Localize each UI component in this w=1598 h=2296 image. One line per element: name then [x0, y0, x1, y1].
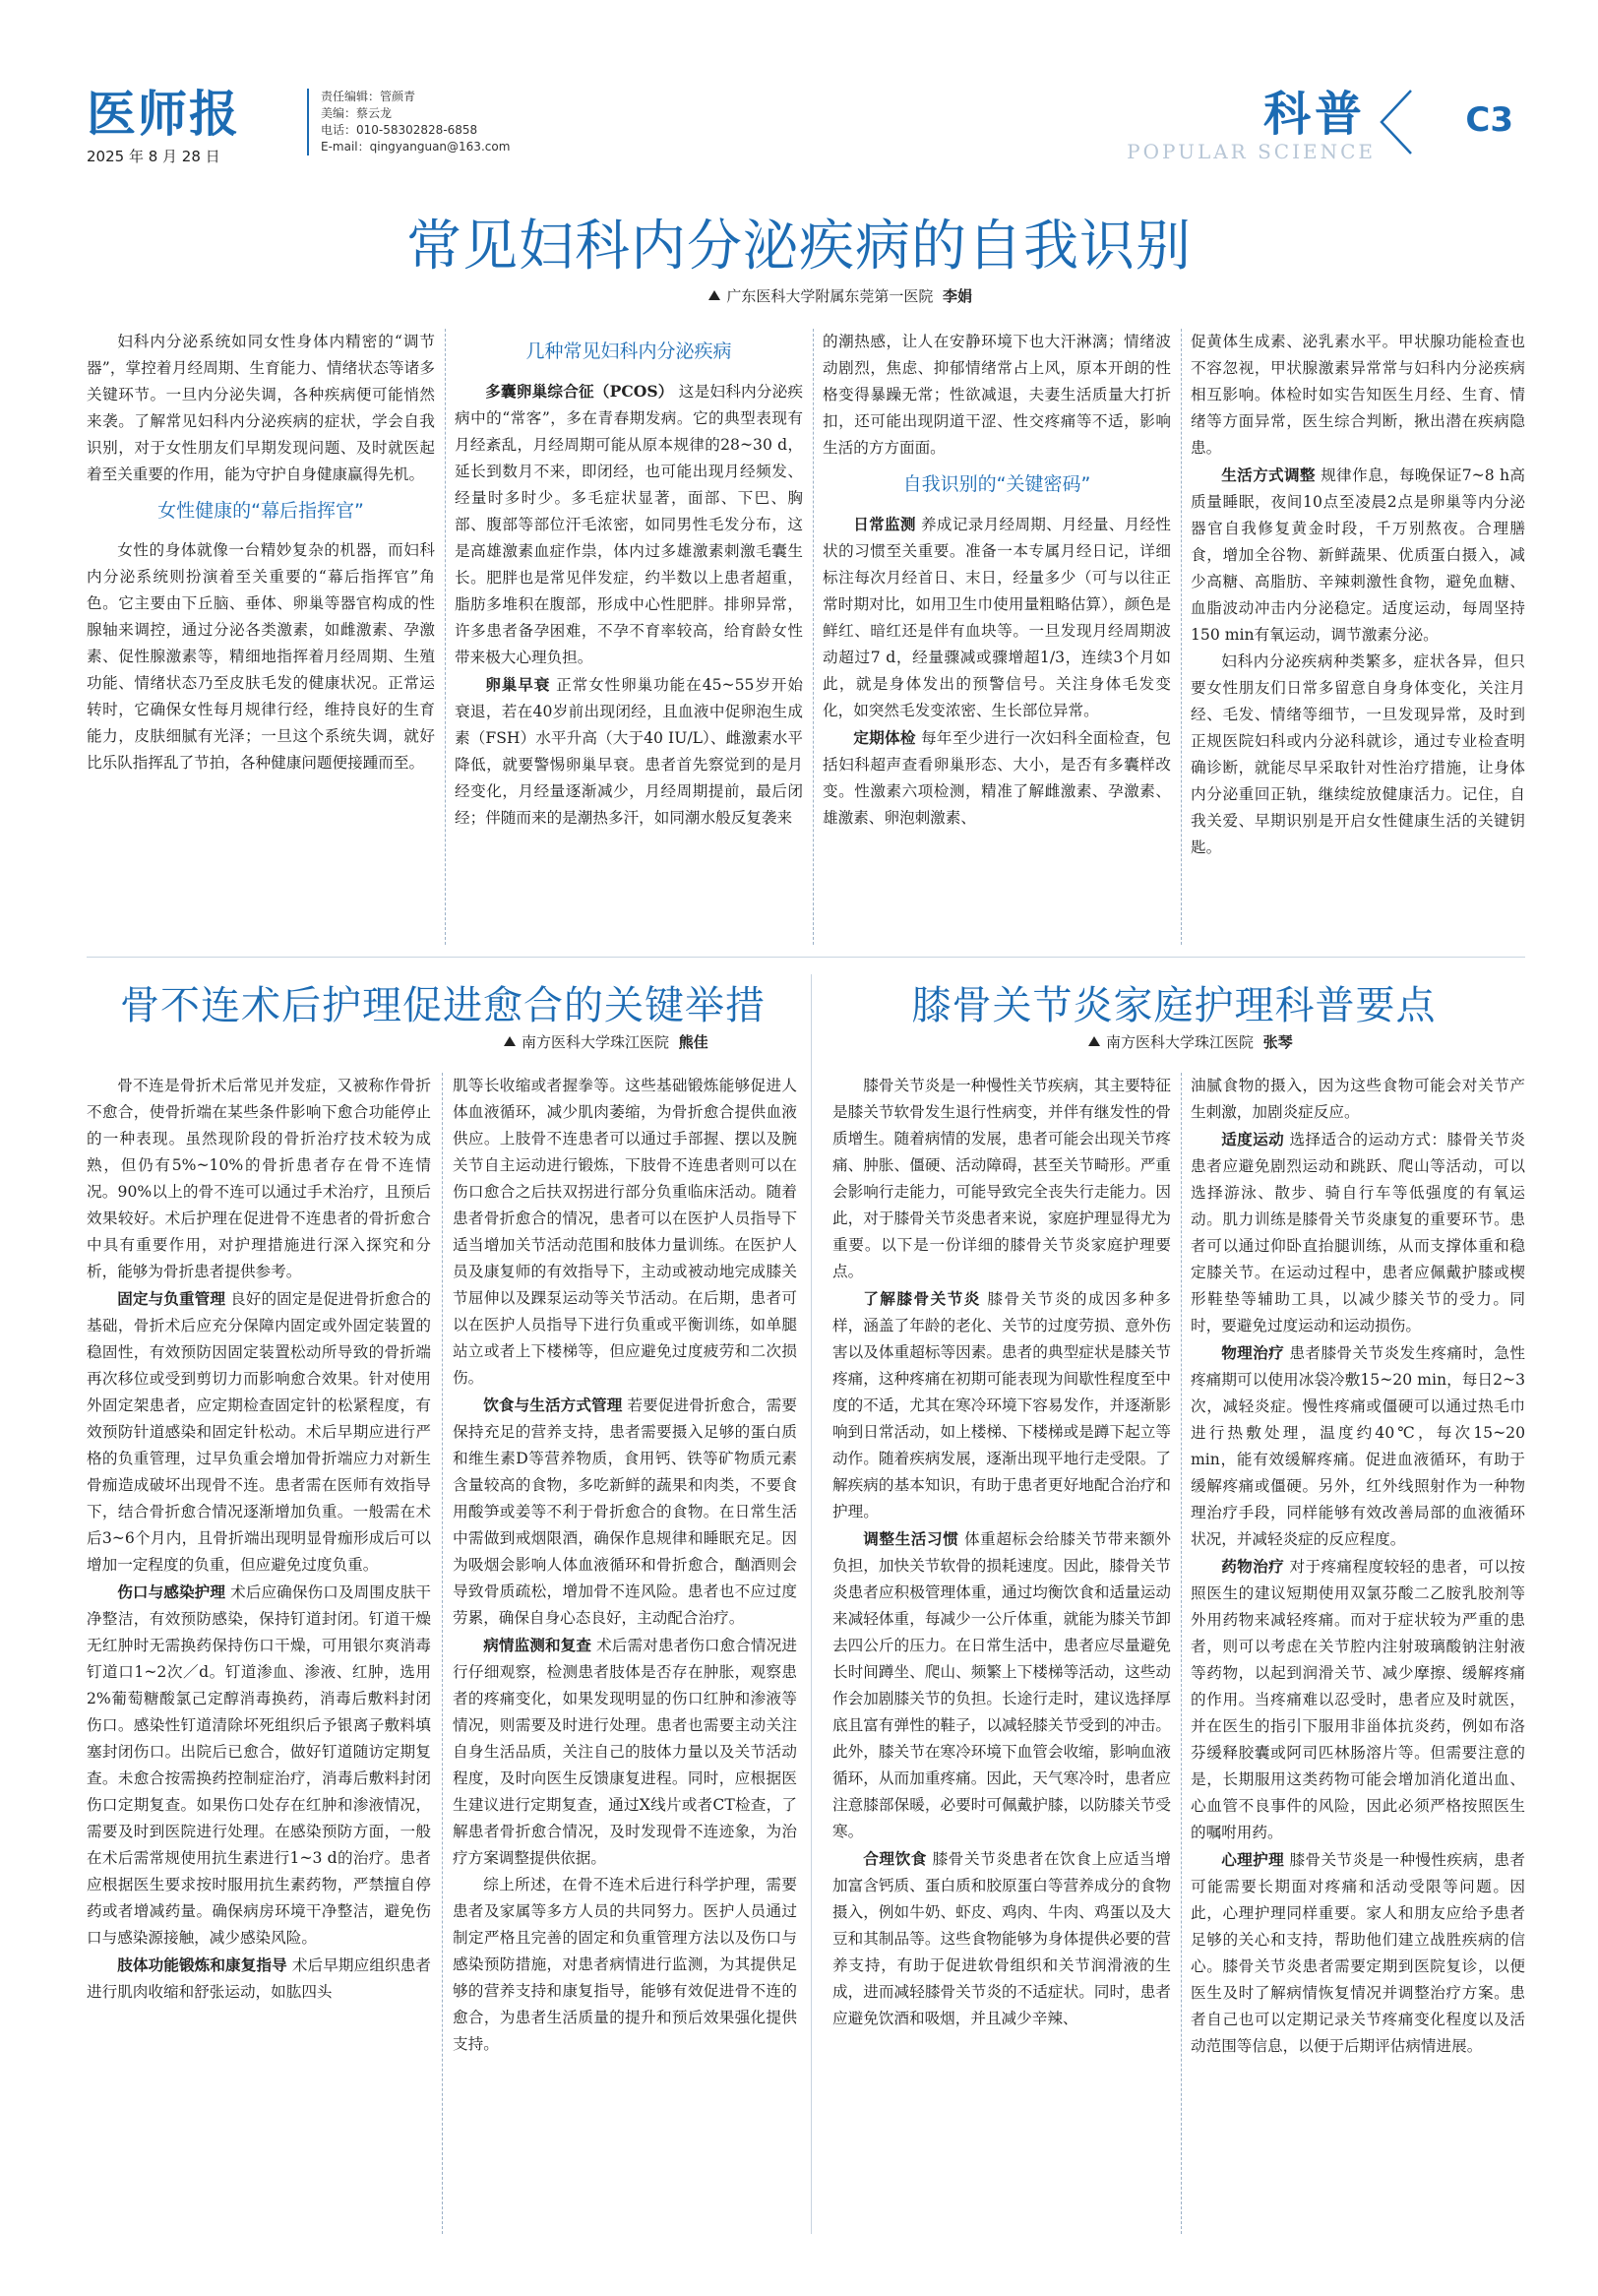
article2-byline: [504, 1031, 708, 1052]
paragraph: [453, 1392, 797, 1632]
paragraph: [1191, 1073, 1525, 1126]
paragraph: [453, 1073, 797, 1392]
paragraph: [87, 1073, 431, 1285]
paragraph: [455, 671, 803, 832]
paragraph-text: 油腻食物的摄入，因为这些食物可能会对关节产生刺激，加剧炎症反应。: [1191, 1077, 1525, 1121]
triangle-icon: [1088, 1036, 1100, 1046]
paragraph: [823, 511, 1171, 724]
triangle-icon: [504, 1036, 516, 1046]
paragraph: [1191, 1553, 1525, 1846]
column-divider: [1181, 329, 1182, 945]
paragraph-text: 这是妇科内分泌疾病中的“常客”，多在青春期发病。它的典型表现有月经紊乱，月经周期可能从原本规律的28~30 d，延长到数月不来，即闭经，也可能出现月经频发、经量时多时少。多毛症状显著，面部、下巴、胸部、腹部等部位汗毛浓密，如同男性毛发分布，这是高雄激素血症作祟，体内过多雄激素刺激毛囊生长。肥胖也是常见伴发症，约半数以上患者超重，脂肪多堆积在腹部，形成中心性肥胖。排卵异常，许多患者备孕困难，不孕不育率较高，给育龄女性带来极大心理负担。: [455, 383, 803, 666]
triangle-icon: [708, 290, 720, 300]
article2-title: 骨不连术后护理促进愈合的关键举措: [120, 983, 766, 1028]
paragraph-lead: 卵巢早衰: [485, 675, 551, 694]
article3-column-2: [1191, 1073, 1525, 2060]
paragraph-text: 的潮热感，让人在安静环境下也大汗淋漓；情绪波动剧烈，焦虑、抑郁情绪常占上风，原本开朗的性格变得暴躁无常；性欲减退，夫妻生活质量大打折扣，还可能出现阴道干涩、性交疼痛等不适，影响生活的方方面面。: [823, 333, 1171, 457]
paragraph-lead: 日常监测: [853, 515, 916, 533]
column-divider: [445, 329, 446, 945]
publication-date: 2025 年 8 月 28 日: [87, 148, 220, 165]
paragraph: [832, 1285, 1171, 1525]
article3-title: 膝骨关节炎家庭护理科普要点: [911, 983, 1437, 1028]
paragraph-text: 若要促进骨折愈合，需要保持充足的营养支持，患者需要摄入足够的蛋白质和维生素D等营养物质，食用钙、铁等矿物质元素含量较高的食物，多吃新鲜的蔬果和肉类，不要食用酸笋或姜等不利于骨折愈合的食物。在日常生活中需做到戒烟限酒，确保作息规律和睡眠充足。因为吸烟会影响人体血液循环和骨折愈合，酗酒则会导致骨质疏松，增加骨不连风险。患者也不应过度劳累，确保自身心态良好，主动配合治疗。: [453, 1396, 797, 1627]
article2-byline-author: 熊佳: [678, 1033, 708, 1051]
paragraph-lead: 定期体检: [853, 728, 916, 747]
paragraph: [87, 329, 435, 488]
paragraph: [87, 1579, 431, 1952]
paragraph-text: 规律作息，每晚保证7~8 h高质量睡眠，夜间10点至凌晨2点是卵巢等内分泌器官自我修复黄金时段，千万别熬夜。合理膳食，增加全谷物、新鲜蔬果、优质蛋白摄入，减少高糖、高脂肪、辛辣刺激性食物，避免血糖、血脂波动冲击内分泌稳定。适度运动，每周坚持150 min有氧运动，调节激素分泌。: [1191, 466, 1525, 644]
paragraph-text: 肌等长收缩或者握拳等。这些基础锻炼能够促进人体血液循环，减少肌肉萎缩，为骨折愈合提供血液供应。上肢骨不连患者可以通过手部握、摆以及腕关节自主运动进行锻炼，下肢骨不连患者则可以在伤口愈合之后扶双拐进行部分负重临床活动。随着患者骨折愈合的情况，患者可以在医护人员指导下适当增加关节活动范围和肢体力量训练。在医护人员及康复师的有效指导下，主动或被动地完成膝关节屈伸以及踝泵运动等关节活动。在后期，患者可以在医护人员指导下进行负重或平衡训练，如单腿站立或者上下楼梯等，但应避免过度疲劳和二次损伤。: [453, 1077, 797, 1387]
paragraph-text: 对于疼痛程度较轻的患者，可以按照医生的建议短期使用双氯芬酸二乙胺乳胶剂等外用药物来减轻疼痛。而对于症状较为严重的患者，则可以考虑在关节腔内注射玻璃酸钠注射液等药物，以起到润滑关节、减少摩擦、缓解疼痛的作用。当疼痛难以忍受时，患者应及时就医，并在医生的指引下服用非甾体抗炎药，例如布洛芬缓释胶囊或阿司匹林肠溶片等。但需要注意的是，长期服用这类药物可能会增加消化道出血、心血管不良事件的风险，因此必须严格按照医生的嘱咐用药。: [1191, 1558, 1525, 1841]
paragraph-text: 术后需对患者伤口愈合情况进行仔细观察，检测患者肢体是否存在肿胀，观察患者的疼痛变化，如果发现明显的伤口红肿和渗液等情况，则需要及时进行处理。患者也需要主动关注自身生活品质，关注自己的肢体力量以及关节活动程度，及时向医生反馈康复进程。同时，应根据医生建议进行定期复查，通过X线片或者CT检查，了解患者骨折愈合情况，及时发现骨不连迹象，为治疗方案调整提供依据。: [453, 1637, 797, 1867]
paragraph: [87, 537, 435, 776]
article3-byline-author: 张琴: [1262, 1033, 1293, 1051]
paragraph: [453, 1872, 797, 2058]
paragraph: [87, 1952, 431, 2006]
contact-email: E-mail：qingyanguan@163.com: [321, 140, 511, 154]
column-divider: [442, 1073, 443, 2234]
paragraph-text: 膝骨关节炎是一种慢性关节疾病，其主要特征是膝关节软骨发生退行性病变，并伴有继发性的骨质增生。随着病情的发展，患者可能会出现关节疼痛、肿胀、僵硬、活动障碍，甚至关节畸形。严重会影响行走能力，可能导致完全丧失行走能力。因此，对于膝骨关节炎患者来说，家庭护理显得尤为重要。以下是一份详细的膝骨关节炎家庭护理要点。: [832, 1077, 1171, 1280]
paragraph-lead: 物理治疗: [1221, 1343, 1285, 1362]
article1-column-4: [1191, 329, 1525, 861]
paragraph-text: 体重超标会给膝关节带来额外负担，加快关节软骨的损耗速度。因此，膝骨关节炎患者应积极管理体重，通过均衡饮食和适量运动来减轻体重，每减少一公斤体重，就能为膝关节卸去四公斤的压力。在日常生活中，患者应尽量避免长时间蹲坐、爬山、频繁上下楼梯等活动，这些动作会加剧膝关节的负担。长途行走时，建议选择厚底且富有弹性的鞋子，以减轻膝关节受到的冲击。此外，膝关节在寒冷环境下血管会收缩，影响血液循环，从而加重疼痛。因此，天气寒冷时，患者应注意膝部保暖，必要时可佩戴护膝，以防膝关节受寒。: [832, 1530, 1171, 1840]
designer-name: 美编：蔡云龙: [321, 106, 393, 120]
subheading: 自我识别的“关键密码”: [902, 473, 1091, 495]
paragraph-lead: 多囊卵巢综合征（PCOS）: [485, 382, 674, 401]
paragraph-lead: 肢体功能锻炼和康复指导: [117, 1955, 287, 1974]
paragraph-lead: 了解膝骨关节炎: [863, 1289, 981, 1308]
paragraph: [453, 1632, 797, 1872]
paragraph: [1191, 649, 1525, 861]
article2-column-1: [87, 1073, 431, 2006]
paragraph-text: 良好的固定是促进骨折愈合的基础，骨折术后应充分保障内固定或外固定装置的稳固性，有效预防因固定装置松动所导致的骨折端再次移位或受到剪切力而影响愈合效果。针对使用外固定架患者，应定期检查固定针的松紧程度，有效预防针道感染和固定针松动。术后早期应进行严格的负重管理，过早负重会增加骨折端应力对新生骨痂造成破坏出现骨不连。患者需在医师有效指导下，结合骨折愈合情况逐渐增加负重。一般需在术后3~6个月内，且骨折端出现明显骨痂形成后可以增加一定程度的负重，但应避免过度负重。: [87, 1290, 431, 1574]
article1-column-3: [823, 329, 1171, 832]
paragraph-text: 膝骨关节炎的成因多种多样，涵盖了年龄的老化、关节的过度劳损、意外伤害以及体重超标等因素。患者的典型症状是膝关节疼痛，这种疼痛在初期可能表现为间歇性程度至中度的不适，尤其在寒冷环境下容易发作，并逐渐影响到日常活动，如上楼梯、下楼梯或是蹲下起立等动作。随着疾病发展，逐渐出现平地行走受限。了解疾病的基本知识，有助于患者更好地配合治疗和护理。: [832, 1290, 1171, 1520]
paragraph-lead: 合理饮食: [863, 1849, 927, 1868]
article1-column-1: [87, 329, 435, 776]
paragraph-text: 膝骨关节炎是一种慢性疾病，患者可能需要长期面对疼痛和活动受限等问题。因此，心理护理同样重要。家人和朋友应给予患者足够的关心和支持，帮助他们建立战胜疾病的信心。膝骨关节炎患者需要定期到医院复诊，以便医生及时了解病情恢复情况并调整治疗方案。患者自己也可以定期记录关节疼痛变化程度以及活动范围等信息，以便于后期评估病情进展。: [1191, 1851, 1525, 2055]
paragraph-lead: 固定与负重管理: [117, 1289, 226, 1308]
paragraph: [823, 329, 1171, 462]
article1-byline-author: 李娟: [942, 287, 972, 305]
paragraph-lead: 适度运动: [1221, 1130, 1285, 1148]
paragraph-text: 养成记录月经周期、月经量、月经性状的习惯至关重要。准备一本专属月经日记，详细标注每次月经首日、末日，经量多少（可与以往正常时期对比，如用卫生巾使用量粗略估算），颜色是鲜红、暗红还是伴有血块等。一旦发现月经周期波动超过7 d，经量骤减或骤增超1/3，连续3个月如此，就是身体发出的预警信号。关注身体毛发变化，如突然毛发变浓密、生长部位异常。: [823, 516, 1171, 719]
newspaper-logo: 医师报: [87, 86, 240, 143]
section-title: 科普: [1262, 87, 1366, 142]
paragraph-text: 患者膝骨关节炎发生疼痛时，急性疼痛期可以使用冰袋冷敷15~20 min，每日2~3次，减轻炎症。慢性疼痛或僵硬可以通过热毛巾进行热敷处理，温度约40℃，每次15~20 min，能有效缓解疼痛。促进血液循环，有助于缓解疼痛或僵硬。另外，红外线照射作为一种物理治疗手段，同样能够有效改善局部的血液循环状况，并减轻炎症的反应程度。: [1191, 1344, 1525, 1548]
paragraph-lead: 调整生活习惯: [863, 1529, 959, 1548]
masthead: [87, 85, 1513, 169]
editor-name: 责任编辑：管颜青: [321, 90, 416, 103]
article1-column-2: [455, 329, 803, 832]
paragraph: [832, 1845, 1171, 2032]
article1-byline: [708, 285, 972, 306]
paragraph-text: 促黄体生成素、泌乳素水平。甲状腺功能检查也不容忽视，甲状腺激素异常常与妇科内分泌疾病相互影响。体检时如实告知医生月经、生育、情绪等方面异常，医生综合判断，揪出潜在疾病隐患。: [1191, 333, 1525, 457]
article1-byline-org: 广东医科大学附属东莞第一医院: [726, 287, 934, 305]
paragraph: [823, 724, 1171, 832]
subheading: 女性健康的“幕后指挥官”: [157, 500, 364, 522]
paragraph: [1191, 1339, 1525, 1553]
paragraph-text: 术后早期应组织患者进行肌肉收缩和舒张运动，如肱四头: [87, 1956, 431, 2001]
paragraph: [832, 1073, 1171, 1285]
paragraph: [832, 1525, 1171, 1845]
paragraph-lead: 心理护理: [1221, 1850, 1285, 1869]
page-number: C3: [1465, 100, 1513, 140]
paragraph-text: 骨不连是骨折术后常见并发症，又被称作骨折不愈合，使骨折端在某些条件影响下愈合功能停止的一种表现。虽然现阶段的骨折治疗技术较为成熟，但仍有5%~10%的骨折患者存在骨不连情况。90%以上的骨不连可以通过手术治疗，且预后效果较好。术后护理在促进骨不连患者的骨折愈合中具有重要作用，对护理措施进行深入探究和分析，能够为骨折患者提供参考。: [87, 1077, 431, 1280]
paragraph: [1191, 462, 1525, 649]
subheading: 几种常见妇科内分泌疾病: [525, 341, 732, 362]
editor-info: [307, 89, 510, 155]
article3-byline-org: 南方医科大学珠江医院: [1106, 1033, 1255, 1051]
article-divider: [811, 974, 812, 2234]
paragraph-text: 选择适合的运动方式：膝骨关节炎患者应避免剧烈运动和跳跃、爬山等活动，可以选择游泳、散步、骑自行车等低强度的有氧运动。肌力训练是膝骨关节炎康复的重要环节。患者可以通过仰卧直抬腿训练，从而支撑体重和稳定膝关节。在运动过程中，患者应佩戴护膝或楔形鞋垫等辅助工具，以减少膝关节的受力。同时，要避免过度运动和运动损伤。: [1191, 1131, 1525, 1334]
paragraph-text: 正常女性卵巢功能在45~55岁开始衰退，若在40岁前出现闭经，且血液中促卵泡生成素（FSH）水平升高（大于40 IU/L）、雌激素水平降低，就要警惕卵巢早衰。患者首先察觉到的是月经变化，月经量逐渐减少，月经周期提前，最后闭经；伴随而来的是潮热多汗，如同潮水般反复袭来: [455, 676, 803, 827]
paragraph: [455, 378, 803, 671]
contact-phone: 电话：010-58302828-6858: [321, 123, 478, 137]
chevron-left-icon: [1376, 87, 1415, 157]
paragraph-lead: 伤口与感染护理: [117, 1582, 226, 1601]
paragraph-text: 术后应确保伤口及周围皮肤干净整洁，有效预防感染，保持钉道封闭。钉道干燥无红肿时无需换药保持伤口干燥，可用银尔爽消毒钉道口1~2次／d。钉道渗血、渗液、红肿，选用2%葡萄糖酸氯己定醇消毒换药，消毒后敷料封闭伤口。感染性钉道清除坏死组织后予银离子敷料填塞封闭伤口。出院后已愈合，做好钉道随访定期复查。未愈合按需换药控制症治疗，消毒后敷料封闭伤口定期复查。如果伤口处存在红肿和渗液情况，需要及时到医院进行处理。在感染预防方面，一般在术后需常规使用抗生素进行1~3 d的治疗。患者应根据医生要求按时服用抗生素药物，严禁擅自停药或者增减药量。确保病房环境干净整洁，避免伤口与感染源接触，减少感染风险。: [87, 1583, 431, 1947]
column-divider: [1181, 1073, 1182, 2234]
paragraph-text: 每年至少进行一次妇科全面检查，包括妇科超声查看卵巢形态、大小，是否有多囊样改变。性激素六项检测，精准了解雌激素、孕激素、雄激素、卵泡刺激素、: [823, 729, 1171, 827]
paragraph-lead: 病情监测和复查: [483, 1636, 592, 1654]
column-divider: [813, 329, 814, 945]
paragraph: [1191, 1126, 1525, 1339]
paragraph-text: 女性的身体就像一台精妙复杂的机器，而妇科内分泌系统则扮演着至关重要的“幕后指挥官”角色。它主要由下丘脑、垂体、卵巢等器官构成的性腺轴来调控，通过分泌各类激素，如雌激素、孕激素、促性腺激素等，精细地指挥着月经周期、生殖功能、情绪状态乃至皮肤毛发的健康状况。正常运转时，它确保女性每月规律行经，维持良好的生育能力，皮肤细腻有光泽；一旦这个系统失调，就好比乐队指挥乱了节拍，各种健康问题便接踵而至。: [87, 541, 435, 772]
paragraph-text: 膝骨关节炎患者在饮食上应适当增加富含钙质、蛋白质和胶原蛋白等营养成分的食物摄入，例如牛奶、虾皮、鸡肉、牛肉、鸡蛋以及大豆和其制品等。这些食物能够为身体提供必要的营养支持，有助于促进软骨组织和关节润滑液的生成，进而减轻膝骨关节炎的不适症状。同时，患者应避免饮酒和吸烟，并且减少辛辣、: [832, 1850, 1171, 2027]
paragraph: [87, 1285, 431, 1579]
article3-column-1: [832, 1073, 1171, 2032]
paragraph: [1191, 1846, 1525, 2060]
section-divider: [87, 957, 1525, 958]
paragraph-lead: 饮食与生活方式管理: [483, 1396, 623, 1414]
paragraph-lead: 生活方式调整: [1221, 465, 1316, 484]
paragraph-lead: 药物治疗: [1221, 1557, 1285, 1576]
paragraph-text: 妇科内分泌系统如同女性身体内精密的“调节器”，掌控着月经周期、生育能力、情绪状态等诸多关键环节。一旦内分泌失调，各种疾病便可能悄然来袭。了解常见妇科内分泌疾病的症状，学会自我识别，对于女性朋友们早期发现问题、及时就医起着至关重要的作用，能为守护自身健康赢得先机。: [87, 333, 435, 483]
article2-byline-org: 南方医科大学珠江医院: [522, 1033, 670, 1051]
section-title-english: POPULAR SCIENCE: [1127, 140, 1376, 163]
article3-byline: [1088, 1031, 1293, 1052]
article1-title: 常见妇科内分泌疾病的自我识别: [406, 215, 1192, 279]
paragraph: [1191, 329, 1525, 462]
paragraph-text: 综上所述，在骨不连术后进行科学护理，需要患者及家属等多方人员的共同努力。医护人员通过制定严格且完善的固定和负重管理方法以及伤口与感染预防措施，对患者病情进行监测，为其提供足够的营养支持和康复指导，能够有效促进骨不连的愈合，为患者生活质量的提升和预后效果强化提供支持。: [453, 1876, 797, 2053]
article2-column-2: [453, 1073, 797, 2058]
paragraph-text: 妇科内分泌疾病种类繁多，症状各异，但只要女性朋友们日常多留意自身身体变化，关注月经、毛发、情绪等细节，一旦发现异常，及时到正规医院妇科或内分泌科就诊，通过专业检查明确诊断，就能尽早采取针对性治疗措施，让身体内分泌重回正轨，继续绽放健康活力。记住，自我关爱、早期识别是开启女性健康生活的关键钥匙。: [1191, 652, 1525, 856]
